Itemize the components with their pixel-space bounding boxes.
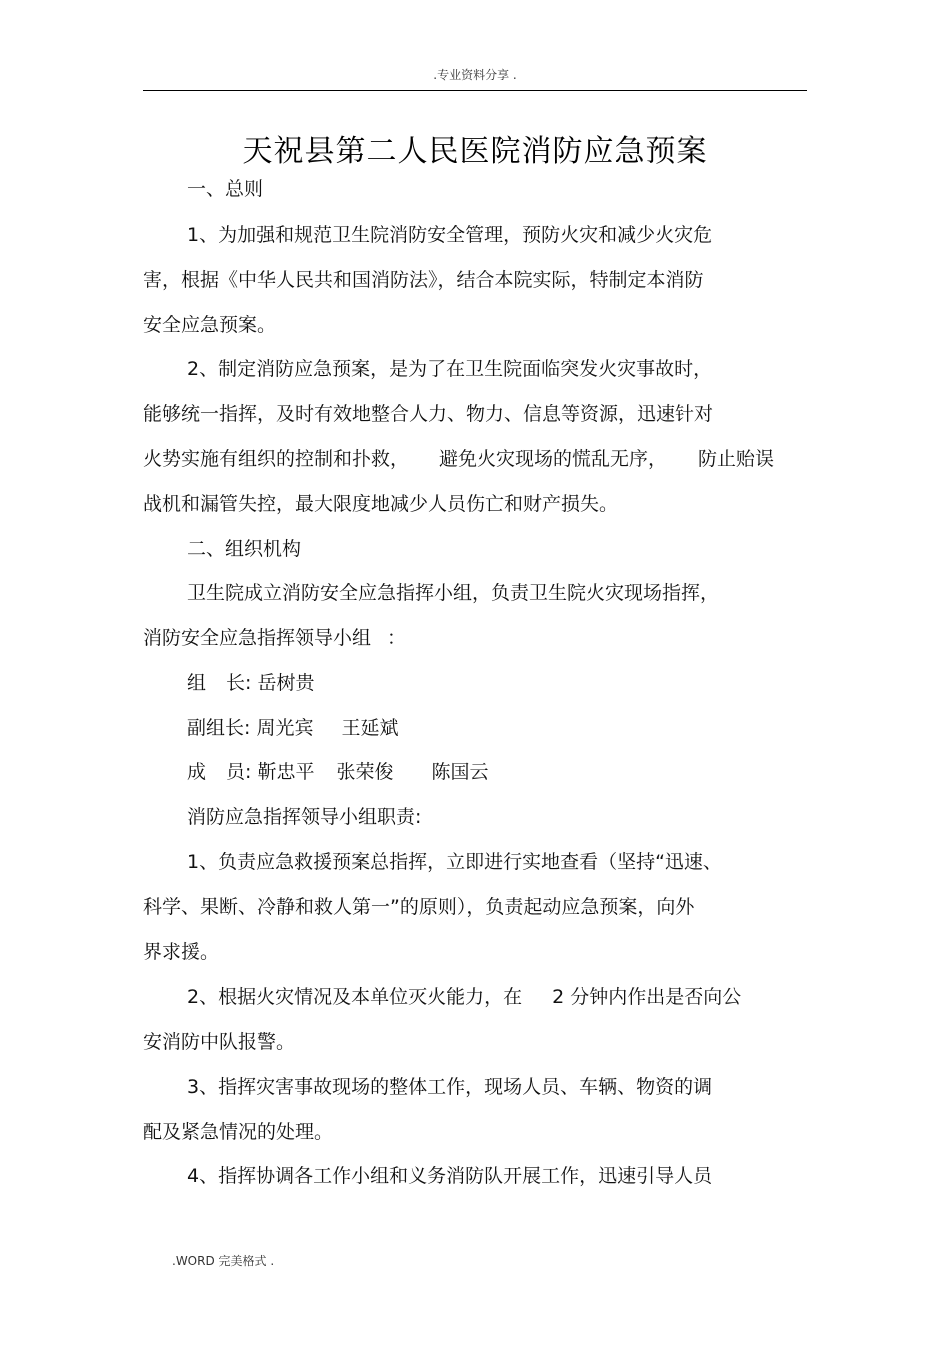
text-segment: 2、根据火灾情况及本单位灭火能力，在 [187, 986, 523, 1008]
role-name: 长: 岳树贵 [226, 672, 315, 694]
role-name: 王延斌 [341, 717, 399, 739]
text-segment: 2 分钟内作出是否向公 [552, 986, 742, 1008]
paragraph-line [143, 447, 774, 471]
paragraph-line [143, 626, 406, 650]
paragraph-line: 能够统一指挥，及时有效地整合人力、物力、信息等资源，迅速针对 [143, 403, 714, 425]
paragraph-line: 配及紧急情况的处理。 [143, 1121, 334, 1143]
paragraph-line: 3、指挥灾害事故现场的整体工作，现场人员、车辆、物资的调 [187, 1076, 713, 1098]
text-segment: 防止贻误 [698, 448, 775, 470]
paragraph-line: 科学、果断、冷静和救人第一”的原则），负责起动应急预案，向外 [143, 896, 695, 918]
paragraph-line: 2、制定消防应急预案，是为了在卫生院面临突发火灾事故时， [187, 358, 713, 380]
text-segment: 避免火灾现场的慌乱无序， [439, 448, 668, 470]
paragraph-line: 4、指挥协调各工作小组和义务消防队开展工作，迅速引导人员 [187, 1165, 713, 1187]
duties-heading: 消防应急指挥领导小组职责: [187, 806, 422, 828]
leader-line [187, 671, 314, 695]
section-heading-organization: 二、组织机构 [187, 538, 302, 560]
role-name: 陈国云 [431, 761, 489, 783]
role-label: 成 [187, 761, 207, 783]
page-footer: .WORD 完美格式 . [172, 1254, 275, 1268]
paragraph-line: 战机和漏管失控，最大限度地减少人员伤亡和财产损失。 [143, 493, 619, 515]
header-divider [143, 90, 807, 91]
paragraph-line: 界求援。 [143, 941, 220, 963]
text-segment: ： [387, 627, 407, 649]
paragraph-line: 1、为加强和规范卫生院消防安全管理，预防火灾和减少火灾危 [187, 224, 713, 246]
page-header: .专业资料分享 . [433, 68, 517, 82]
paragraph-line [187, 985, 741, 1009]
deputy-leader-line [187, 716, 398, 740]
role-name: 员: 靳忠平 [226, 761, 315, 783]
section-heading-general: 一、总则 [187, 178, 264, 200]
paragraph-line: 害，根据《中华人民共和国消防法》，结合本院实际，特制定本消防 [143, 269, 704, 291]
paragraph-line: 1、负责应急救援预案总指挥，立即进行实地查看（坚持“迅速、 [187, 851, 722, 873]
role-name: 副组长: 周光宾 [187, 717, 314, 739]
paragraph-line: 安消防中队报警。 [143, 1031, 296, 1053]
role-label: 组 [187, 672, 207, 694]
document-title: 天祝县第二人民医院消防应急预案 [242, 134, 708, 169]
members-line [187, 760, 489, 784]
paragraph-line: 安全应急预案。 [143, 314, 277, 336]
text-segment: 火势实施有组织的控制和扑救， [143, 448, 410, 470]
role-name: 张荣俊 [336, 761, 394, 783]
text-segment: 消防安全应急指挥领导小组 [143, 627, 372, 649]
paragraph-line: 卫生院成立消防安全应急指挥小组，负责卫生院火灾现场指挥， [187, 582, 720, 604]
